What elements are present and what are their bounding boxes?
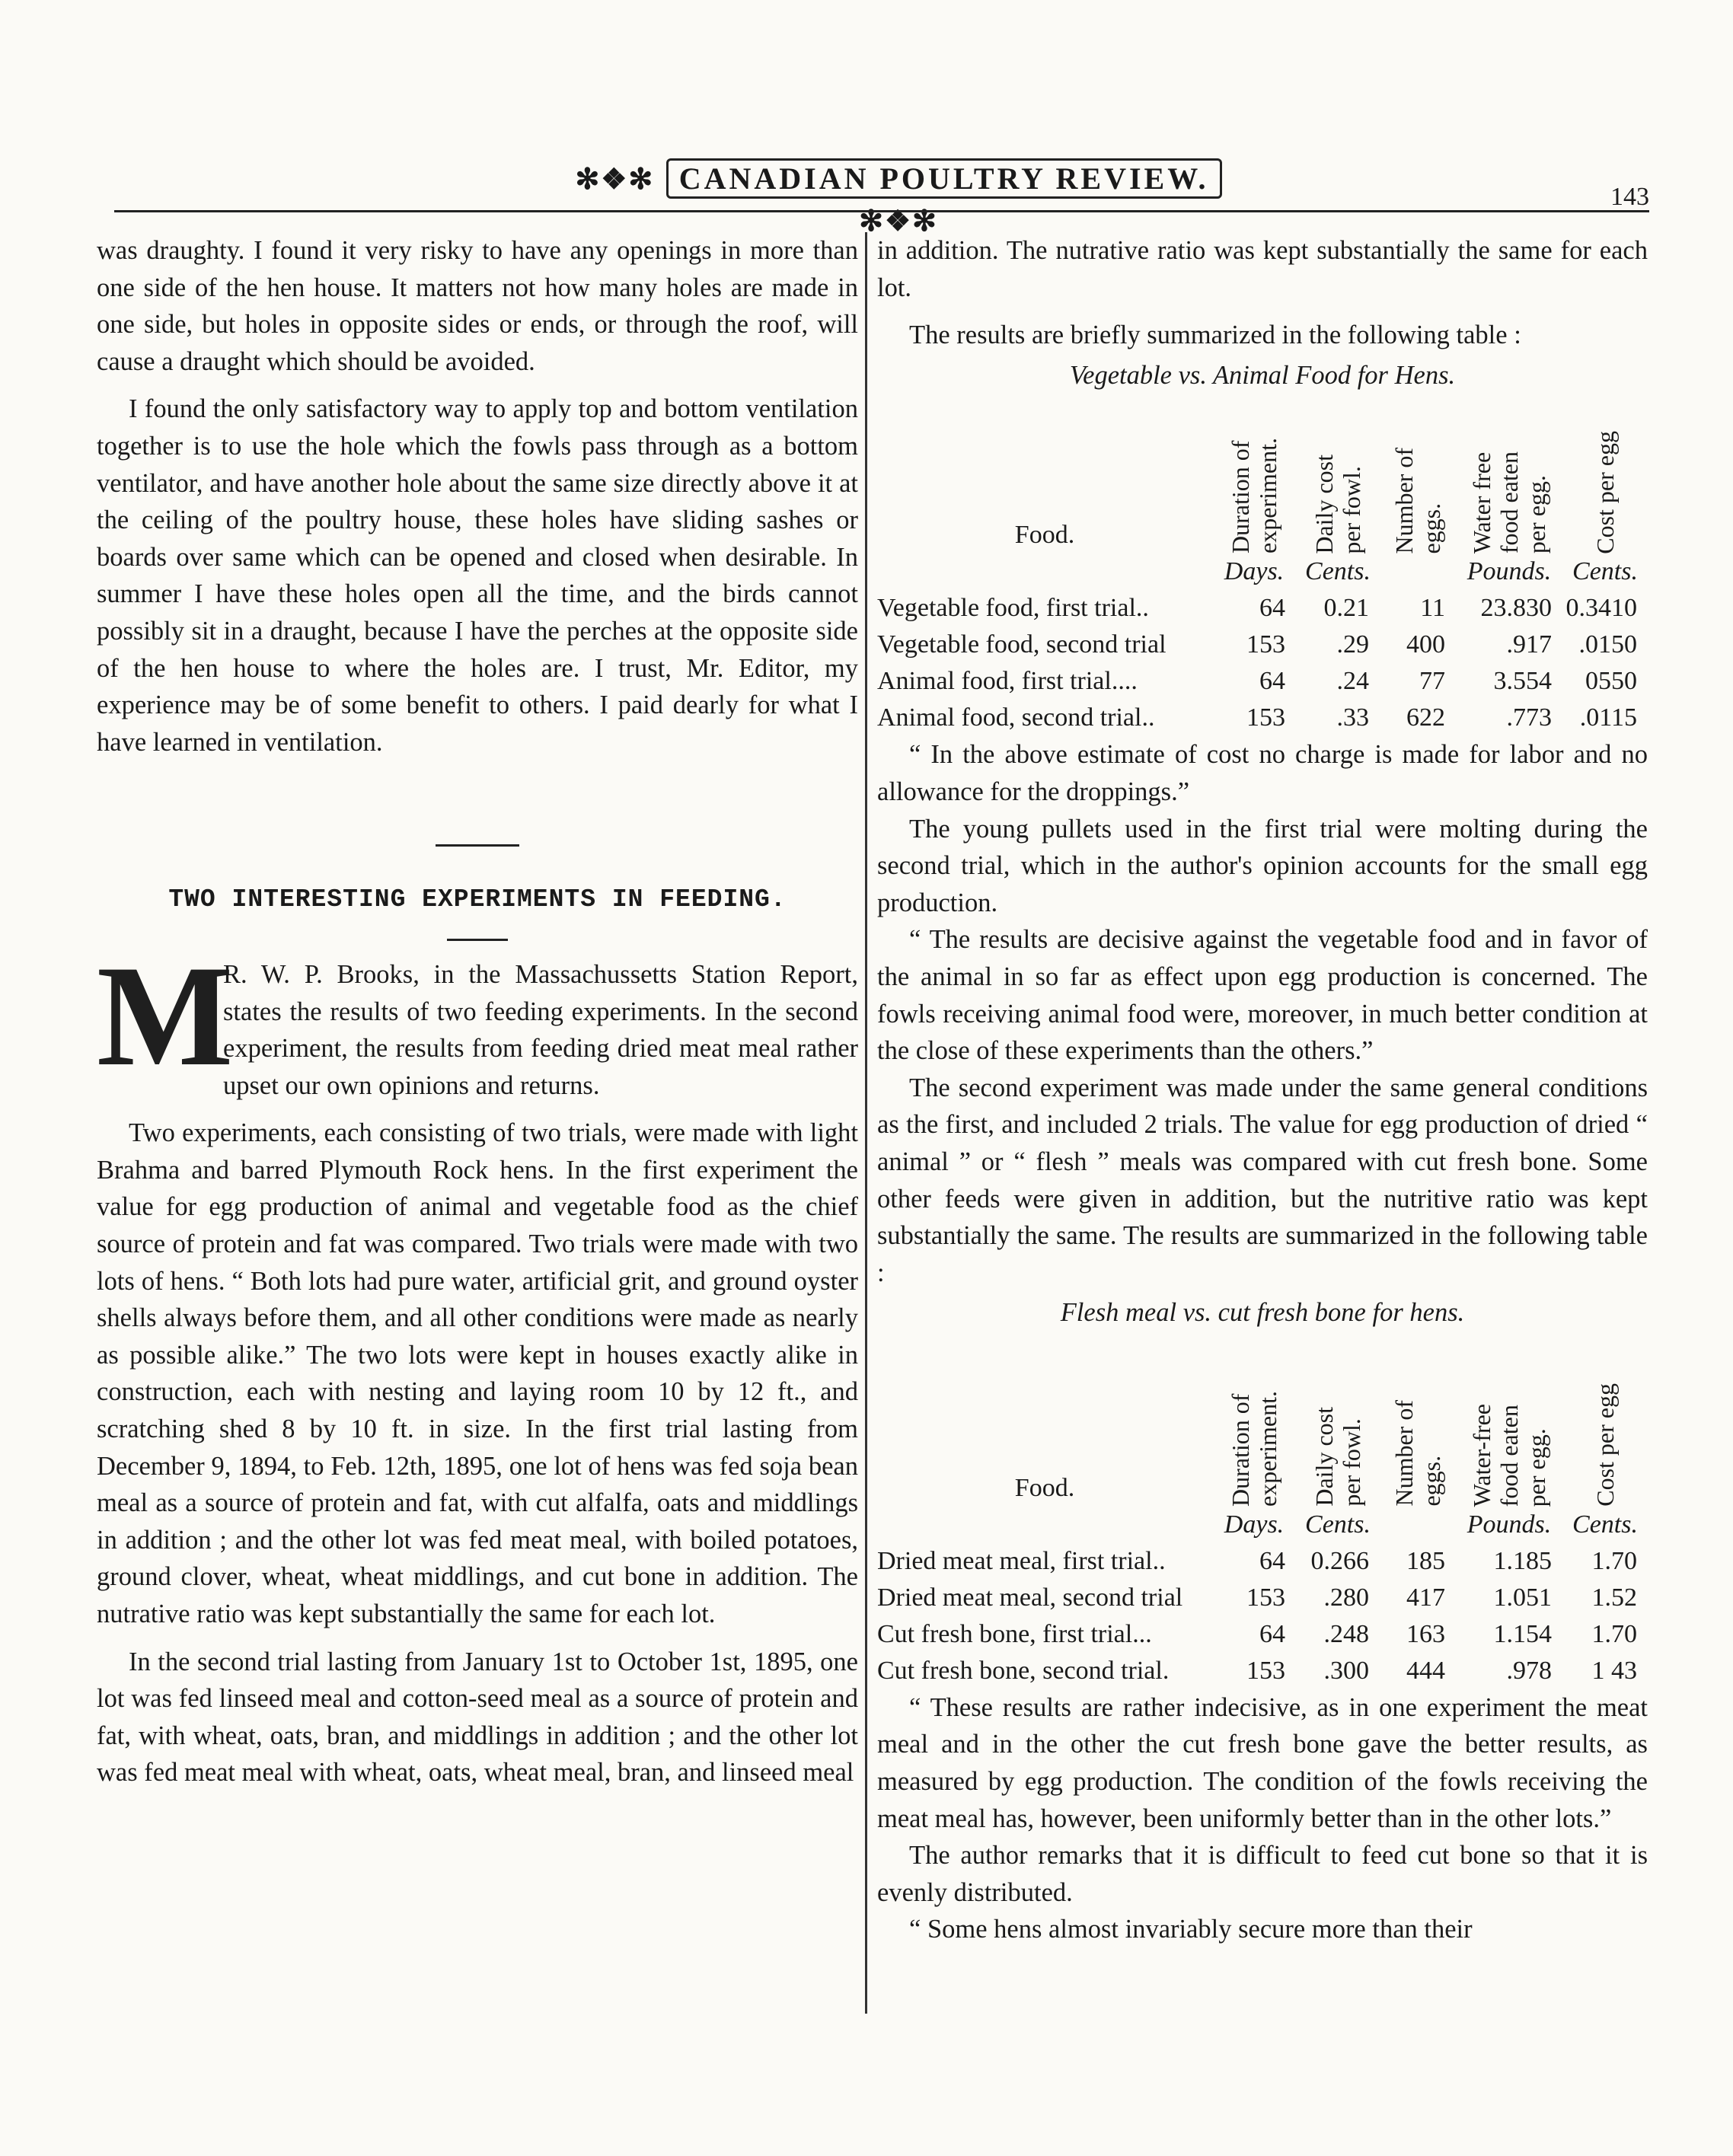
paragraph: in addition. The nutrative ratio was kept substantially the same for each lot. [877, 236, 1648, 302]
column-divider [865, 232, 867, 2014]
paragraph: The second experiment was made under the same general conditions as the first, and included 2 trials. The value for egg production of dried “ animal ” or “ flesh ” meals was compared with cut fresh bone. Some other feeds were given in addition, but the nutritive ratio was kept substantially the same. The results are summarized in the following table : [877, 1073, 1648, 1287]
section-title: TWO INTERESTING EXPERIMENTS IN FEEDING. [168, 885, 787, 914]
column-header: Daily cost per fowl. [1310, 1407, 1365, 1507]
table-cell: 1.154 [1493, 1619, 1552, 1648]
page-number: 143 [1610, 183, 1649, 211]
table-cell: Vegetable food, second trial [877, 630, 1167, 659]
unit-label [1380, 553, 1456, 590]
table-cell: Dried meat meal, first trial.. [877, 1546, 1166, 1575]
table-row [877, 590, 1648, 627]
unit-label: Cents. [1305, 557, 1371, 586]
table-cell: 0.266 [1310, 1546, 1369, 1575]
table-row [877, 700, 1648, 736]
right-column [877, 232, 1648, 1948]
table-cell: 1.70 [1591, 1546, 1637, 1575]
table-cell: 23.830 [1480, 594, 1552, 623]
column-header: Water free food eaten per egg. [1468, 451, 1550, 554]
table-cell: 77 [1419, 667, 1445, 696]
table-cell: 417 [1406, 1583, 1445, 1612]
table-cell: 1.051 [1493, 1583, 1552, 1612]
table-cell: .0115 [1579, 703, 1637, 732]
table-row [877, 627, 1648, 663]
table-cell: .280 [1323, 1583, 1369, 1612]
table-cell: .24 [1336, 667, 1369, 696]
table-row [877, 1616, 1648, 1653]
ornament-left-icon: ✻❖✻ [575, 164, 655, 196]
column-header: Number of eggs. [1390, 447, 1445, 554]
paragraph: I found the only satisfactory way to apply top and bottom ventilation together is to use the hole which the fowls pass through as a bottom ventilator, and have another hole about the same size directly above it at the ceiling of the poultry house, these holes have sliding sashes or boards over same which can be opened and closed when desirable. In summer I have these holes open all the time, and the birds cannot possibly sit in a draught, because I have the perches at the opposite side of the hen house to where the holes are. I trust, Mr. Editor, my experience may be of some benefit to others. I paid dearly for what I have learned in ventilation. [97, 394, 858, 757]
table-cell: Animal food, second trial.. [877, 703, 1155, 732]
table-cell: .248 [1323, 1619, 1369, 1648]
table-cell: 444 [1406, 1656, 1445, 1685]
paragraph: “ The results are decisive against the vegetable food and in favor of the animal in so far as effect upon egg production is concerned. The fowls receiving animal food were, moreover, in much better condition at the close of these experiments than the others.” [877, 925, 1648, 1066]
page-header [114, 152, 1649, 238]
table-cell: 153 [1246, 1583, 1285, 1612]
unit-label: Cents. [1572, 557, 1638, 586]
column-header: Duration of experiment. [1227, 1390, 1281, 1507]
unit-label: Pounds. [1467, 1510, 1552, 1539]
masthead-title: CANADIAN POULTRY REVIEW. [666, 158, 1222, 199]
table-cell: 185 [1406, 1546, 1445, 1575]
column-header: Duration of experiment. [1227, 438, 1281, 554]
table-units-row [877, 553, 1648, 590]
unit-label [1380, 1507, 1456, 1543]
table-cell: 1.70 [1591, 1619, 1637, 1648]
column-header: Cost per egg [1591, 430, 1619, 554]
table-cell: 1 43 [1591, 1656, 1637, 1685]
paragraph: “ These results are rather indecisive, as in one experiment the meat meal and in the other the cut fresh bone gave the better results, as measured by egg production. The condition of the fowls receiving the meat meal has, however, been uniformly better than in the other lots.” [877, 1692, 1648, 1833]
paragraph: Two experiments, each consisting of two trials, were made with light Brahma and barred Plymouth Rock hens. In the first experiment the value for egg production of animal and vegetable food as the chief source of protein and fat was compared. Two trials were made with two lots of hens. “ Both lots had pure water, artificial grit, and ground oyster shells always before them, and all other conditions were made as nearly as possible alike.” The two lots were kept in houses exactly alike in construction, each with nesting and laying room 10 by 12 ft., and scratching shed 8 by 10 ft. in size. In the first trial lasting from December 9, 1894, to Feb. 12th, 1895, one lot of hens was fed soja bean meal as a source of protein and fat, with cut alfalfa, oats and middlings in addition ; and the other lot was fed meat meal, with boiled potatoes, ground clover, wheat, wheat middlings, and cut bone in addition. The nutrative ratio was kept substantially the same for each lot. [97, 1118, 858, 1628]
table-cell: 0.21 [1323, 594, 1369, 623]
column-header: Water-free food eaten per egg. [1468, 1403, 1550, 1507]
paragraph: In the second trial lasting from January 1st to October 1st, 1895, one lot was fed linseed meal and cotton-seed meal as a source of protein and fat, with wheat, oats, bran, and middlings in addition ; and the other lot was fed meat meal with wheat, oats, wheat meal, bran, and linseed meal [97, 1647, 858, 1788]
table-cell: 64 [1259, 1546, 1285, 1575]
table-cell: Animal food, first trial.... [877, 667, 1138, 696]
table-header-row [877, 394, 1648, 553]
table-cell: Cut fresh bone, first trial... [877, 1619, 1152, 1648]
table-cell: 153 [1246, 703, 1285, 732]
dropcap-letter: M [97, 955, 234, 1096]
table-cell: 0550 [1585, 667, 1637, 696]
table-cell: 3.554 [1493, 667, 1552, 696]
table-cell: 1.52 [1591, 1583, 1637, 1612]
table2-caption: Flesh meal vs. cut fresh bone for hens. [1060, 1298, 1465, 1328]
table-cell: .978 [1506, 1656, 1552, 1685]
paragraph: was draughty. I found it very risky to have any openings in more than one side of the hen house. It matters not how many holes are made in one side, but holes in opposite sides or ends, or through the roof, will cause a draught which should be avoided. [97, 236, 858, 376]
table-cell: .773 [1506, 703, 1552, 732]
unit-label: Cents. [1305, 1510, 1371, 1539]
unit-label: Days. [1224, 1510, 1285, 1539]
left-column [97, 232, 858, 1791]
table-cell: .33 [1336, 703, 1369, 732]
header-rule [114, 210, 1649, 212]
unit-label: Days. [1224, 557, 1285, 586]
table-row [877, 1543, 1648, 1580]
table-cell: 153 [1246, 630, 1285, 659]
unit-label: Pounds. [1467, 557, 1552, 586]
table-cell: 622 [1406, 703, 1445, 732]
section-divider [436, 844, 519, 847]
table-cell: .300 [1323, 1656, 1369, 1685]
table-cell: 0.3410 [1565, 594, 1637, 623]
table-cell: .0150 [1578, 630, 1637, 659]
table-flesh-meal-vs-bone [877, 1332, 1648, 1689]
column-header: Daily cost per fowl. [1310, 454, 1365, 554]
table-cell: 1.185 [1493, 1546, 1552, 1575]
paragraph: “ In the above estimate of cost no charge is made for labor and no allowance for the droppings.” [877, 740, 1648, 806]
column-header-food: Food. [1014, 1473, 1075, 1502]
table-vegetable-vs-animal [877, 394, 1648, 736]
table-units-row [877, 1507, 1648, 1543]
column-header: Number of eggs. [1390, 1400, 1445, 1507]
table-cell: Cut fresh bone, second trial. [877, 1656, 1170, 1685]
paragraph: The young pullets used in the first trial were molting during the second trial, which in the author's opinion accounts for the small egg production. [877, 814, 1648, 917]
table-cell: .917 [1506, 630, 1552, 659]
table-row [877, 1653, 1648, 1689]
table-cell: Vegetable food, first trial.. [877, 594, 1149, 623]
title-divider [447, 939, 508, 941]
paragraph: “ Some hens almost invariably secure more than their [909, 1915, 1473, 1944]
table-cell: Dried meat meal, second trial [877, 1583, 1183, 1612]
column-header: Cost per egg [1591, 1383, 1619, 1507]
table-cell: 64 [1259, 667, 1285, 696]
table-row [877, 1580, 1648, 1616]
table-cell: .29 [1336, 630, 1369, 659]
ornament-right-icon: ✻❖✻ [859, 206, 938, 238]
paragraph: The results are briefly summarized in the following table : [909, 321, 1521, 350]
unit-label: Cents. [1572, 1510, 1638, 1539]
masthead [556, 157, 1241, 239]
table-cell: 11 [1420, 594, 1445, 623]
table-header-row [877, 1332, 1648, 1507]
table-cell: 163 [1406, 1619, 1445, 1648]
table1-caption: Vegetable vs. Animal Food for Hens. [1069, 360, 1456, 390]
table-cell: 153 [1246, 1656, 1285, 1685]
table-cell: 64 [1259, 1619, 1285, 1648]
paragraph: The author remarks that it is difficult to feed cut bone so that it is evenly distributed. [877, 1841, 1648, 1907]
table-row [877, 663, 1648, 700]
table-cell: 64 [1259, 594, 1285, 623]
table-cell: 400 [1406, 630, 1445, 659]
article-intro [97, 956, 858, 1104]
paragraph: R. W. P. Brooks, in the Massachussetts Station Report, states the results of two feeding experiments. In the second experiment, the results from feeding dried meat meal rather upset our own opinions and returns. [223, 959, 858, 1100]
column-header-food: Food. [1014, 521, 1075, 550]
